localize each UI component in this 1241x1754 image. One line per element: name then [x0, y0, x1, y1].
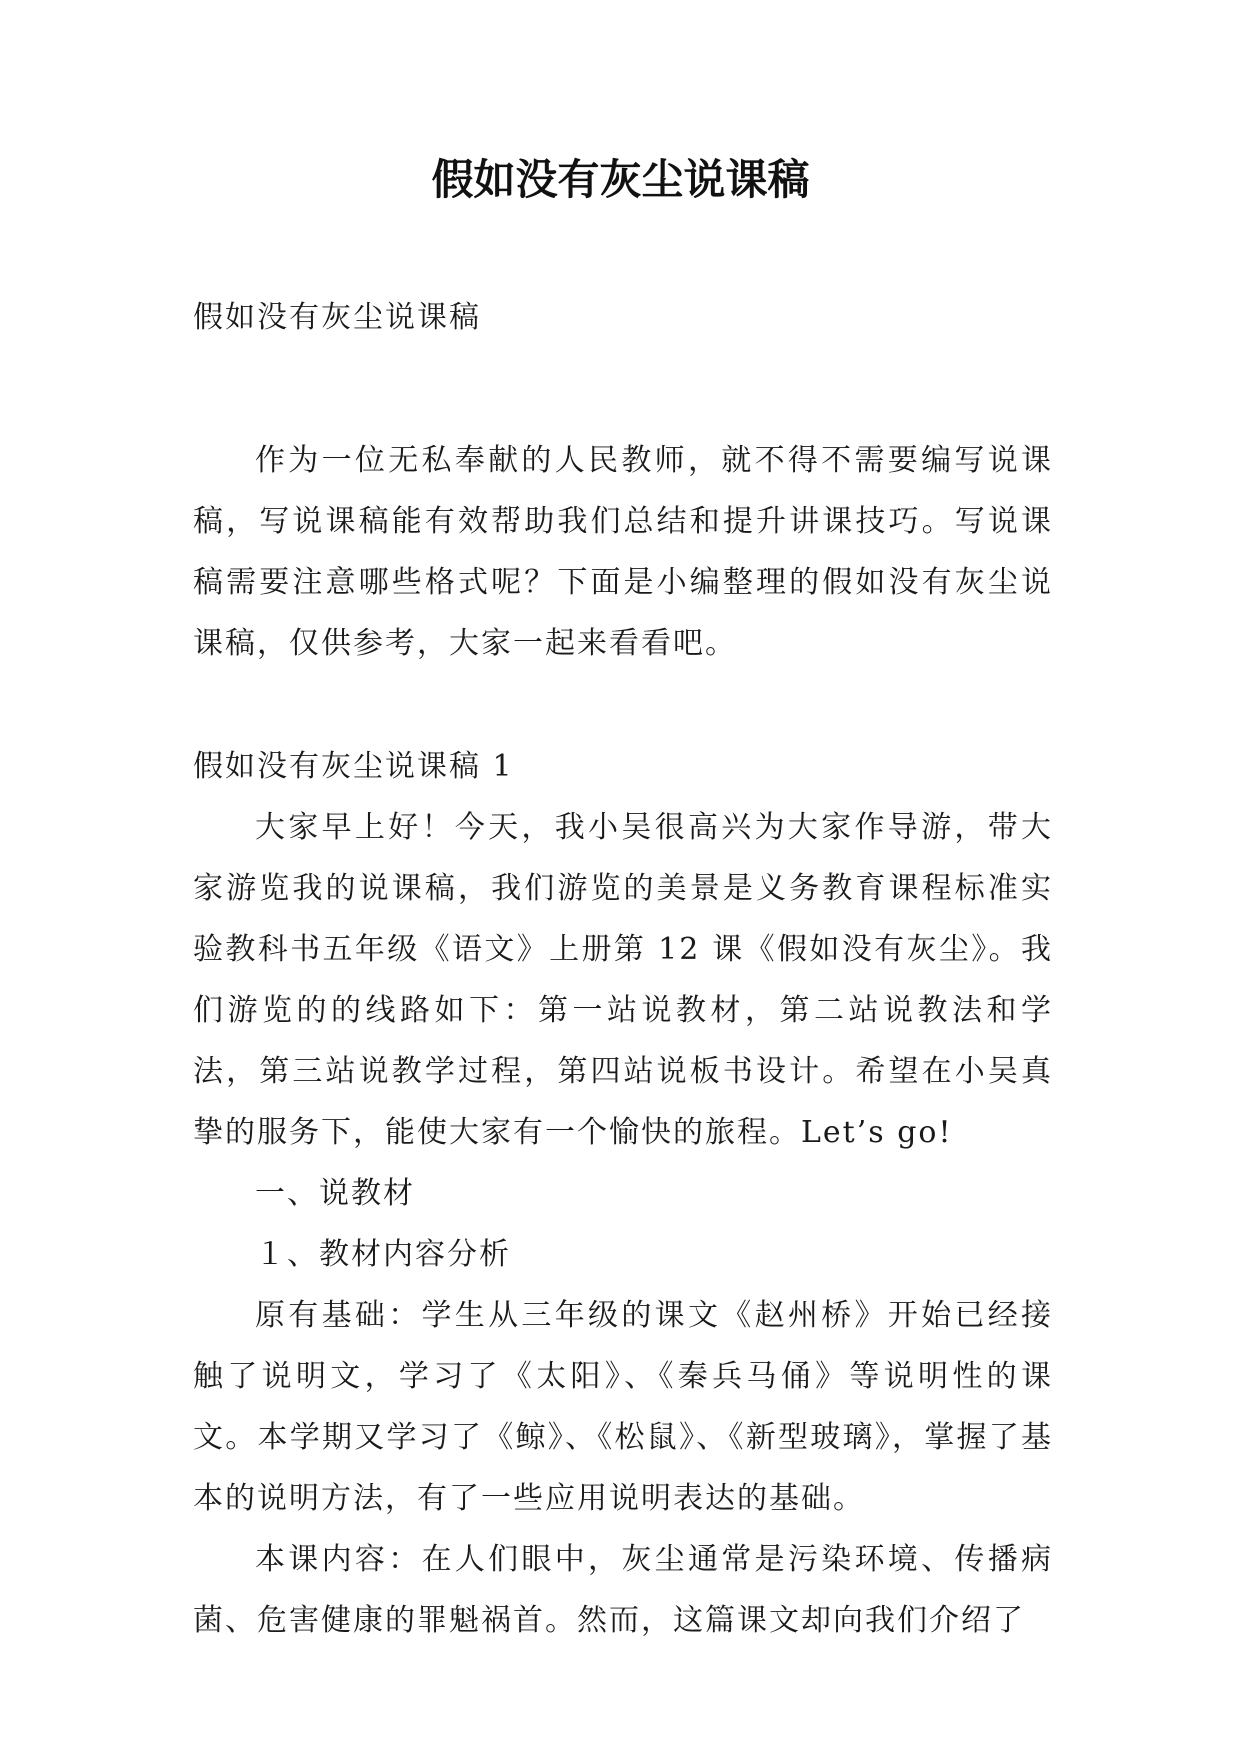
- intro-paragraph: 作为一位无私奉献的人民教师，就不得不需要编写说课稿，写说课稿能有效帮助我们总结和提升讲课技巧。写说课稿需要注意哪些格式呢？下面是小编整理的假如没有灰尘说课稿，仅供参考，大家一起来看看吧。: [193, 443, 1053, 661]
- heading-1: 一、说教材: [255, 1176, 415, 1211]
- heading-1-1: １、教材内容分析: [255, 1237, 511, 1272]
- document-subtitle: 假如没有灰尘说课稿: [193, 300, 481, 335]
- document-title: 假如没有灰尘说课稿: [431, 155, 810, 204]
- section-heading: 假如没有灰尘说课稿 1: [193, 749, 514, 784]
- paragraph-1: 大家早上好！今天，我小吴很高兴为大家作导游，带大家游览我的说课稿，我们游览的美景是义务教育课程标准实验教科书五年级《语文》上册第 12 课《假如没有灰尘》。我们游览的的线路如下：第一站说教材，第二站说教法和学法，第三站说教学过程，第四站说板书设计。希望在小吴真挚的服务下，能使大家有一个愉快的旅程。Let’s go!: [193, 810, 1053, 1150]
- spacer: [193, 674, 1053, 736]
- paragraph-2: 原有基础：学生从三年级的课文《赵州桥》开始已经接触了说明文，学习了《太阳》、《秦兵马俑》等说明性的课文。本学期又学习了《鲸》、《松鼠》、《新型玻璃》，掌握了基本的说明方法，有了一些应用说明表达的基础。: [193, 1298, 1053, 1516]
- paragraph-3: 本课内容：在人们眼中，灰尘通常是污染环境、传播病菌、危害健康的罪魁祸首。然而，这篇课文却向我们介绍了: [193, 1542, 1053, 1638]
- document-body: [193, 287, 1053, 1651]
- spacer: [193, 348, 1053, 430]
